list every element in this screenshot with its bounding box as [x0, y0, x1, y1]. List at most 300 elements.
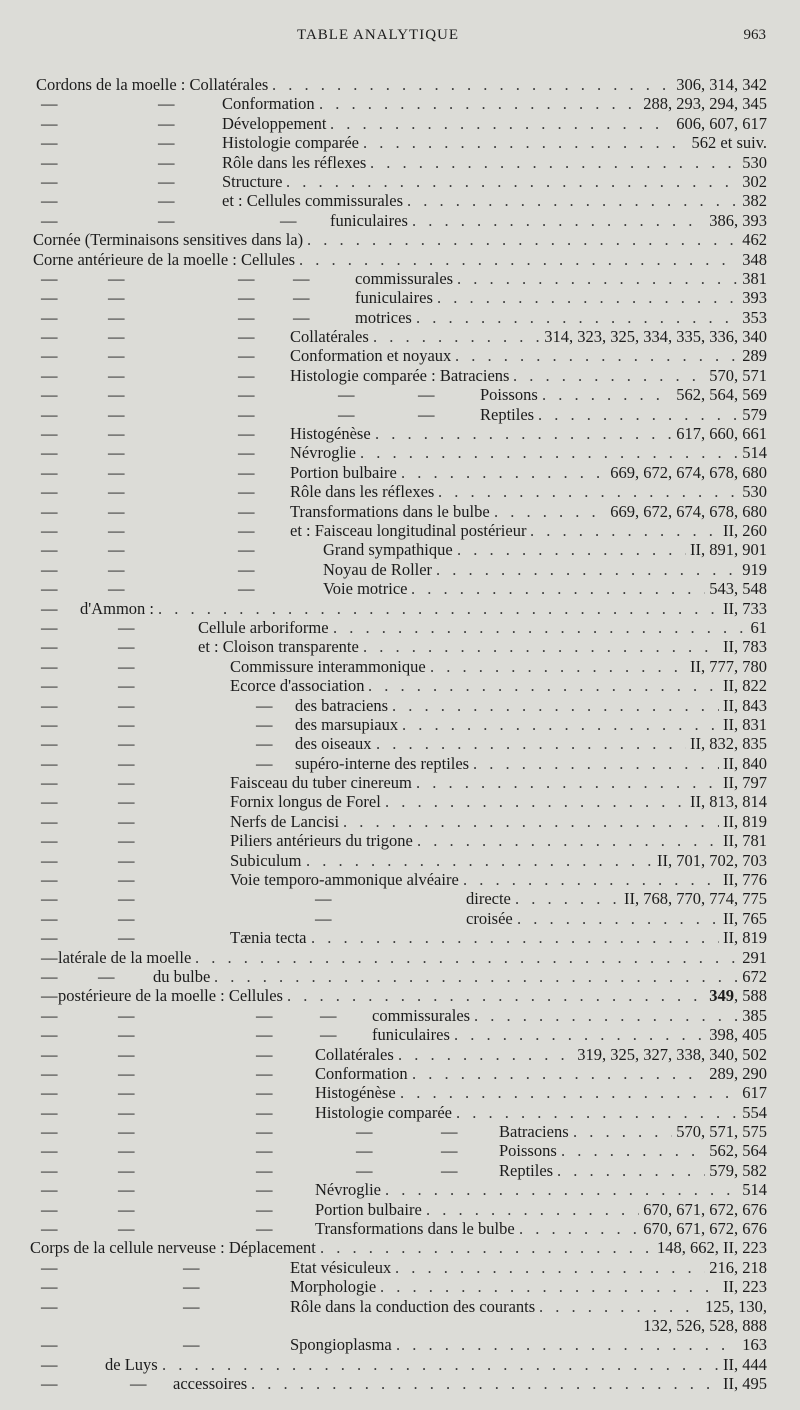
entry-label: d'Ammon :: [80, 599, 158, 618]
dot-leader: [437, 288, 767, 307]
entry-label: accessoires: [173, 1374, 251, 1393]
ditto-dash: —: [41, 385, 58, 405]
page-reference: 382: [738, 191, 767, 210]
ditto-dash: —: [41, 1257, 58, 1277]
ditto-dash: —: [41, 307, 58, 327]
dot-leader: [438, 482, 767, 501]
ditto-dash: —: [183, 1335, 200, 1355]
ditto-dash: —: [108, 540, 125, 560]
page-reference: 306, 314, 342: [672, 75, 767, 94]
dot-leader: [251, 1374, 767, 1393]
ditto-dash: —: [418, 385, 435, 405]
index-entry: [0, 696, 800, 715]
ditto-dash: —: [130, 1374, 147, 1394]
entry-label: latérale de la moelle: [58, 948, 195, 967]
page-reference: 570, 571, 575: [672, 1122, 767, 1141]
ditto-dash: —: [108, 327, 125, 347]
ditto-dash: —: [41, 753, 58, 773]
ditto-dash: —: [118, 753, 135, 773]
page-reference: 672: [738, 967, 767, 986]
dot-leader: [311, 928, 767, 947]
ditto-dash: —: [158, 133, 175, 153]
entry-label: Ecorce d'association: [230, 676, 368, 695]
page-reference: II, 832, 835: [686, 734, 767, 753]
index-entry: [0, 1025, 800, 1044]
entry-label: postérieure de la moelle : Cellules: [58, 986, 287, 1005]
page-reference: 530: [738, 153, 767, 172]
page-reference: II, 797: [719, 773, 767, 792]
ditto-dash: —: [41, 346, 58, 366]
dot-leader: [158, 599, 767, 618]
ditto-dash: —: [238, 268, 255, 288]
ditto-dash: —: [108, 424, 125, 444]
index-entry: [0, 851, 800, 870]
entry-label: des batraciens: [295, 696, 392, 715]
dot-leader: [436, 560, 767, 579]
page-reference: II, 813, 814: [686, 792, 767, 811]
ditto-dash: —: [41, 113, 58, 133]
entry-label: Etat vésiculeux: [290, 1258, 395, 1277]
entry-label: des marsupiaux: [295, 715, 402, 734]
ditto-dash: —: [315, 908, 332, 928]
index-entry: [0, 1374, 800, 1393]
page-reference: 319, 325, 327, 338, 340, 502: [573, 1045, 767, 1064]
page-reference: 216, 218: [705, 1258, 767, 1277]
index-entry: [0, 618, 800, 637]
page-reference: II, 768, 770, 774, 775: [620, 889, 767, 908]
index-entry: [0, 909, 800, 928]
entry-label: Poissons: [480, 385, 542, 404]
ditto-dash: —: [118, 1199, 135, 1219]
dot-leader: [416, 308, 767, 327]
page-reference: 670, 671, 672, 676: [639, 1200, 767, 1219]
entry-label: Reptiles: [480, 405, 538, 424]
ditto-dash: —: [293, 268, 310, 288]
entry-label: Transformations dans le bulbe: [315, 1219, 519, 1238]
ditto-dash: —: [41, 520, 58, 540]
page-reference: 570, 571: [705, 366, 767, 385]
page-reference: 289, 290: [705, 1064, 767, 1083]
page-reference: 514: [738, 1180, 767, 1199]
ditto-dash: —: [320, 1025, 337, 1045]
running-title: TABLE ANALYTIQUE: [297, 27, 460, 43]
ditto-dash: —: [356, 1141, 373, 1161]
page-reference: II, 260: [719, 521, 767, 540]
ditto-dash: —: [108, 268, 125, 288]
entry-label: Portion bulbaire: [315, 1200, 426, 1219]
dot-leader: [457, 269, 767, 288]
ditto-dash: —: [256, 1102, 273, 1122]
ditto-dash: —: [41, 559, 58, 579]
entry-label: commissurales: [355, 269, 457, 288]
ditto-dash: —: [118, 695, 135, 715]
ditto-dash: —: [108, 520, 125, 540]
page-reference: 562, 564: [705, 1141, 767, 1160]
ditto-dash: —: [118, 1141, 135, 1161]
index-entry: [0, 831, 800, 850]
page-reference: 398, 405: [705, 1025, 767, 1044]
ditto-dash: —: [41, 773, 58, 793]
page-reference: 302: [738, 172, 767, 191]
ditto-dash: —: [256, 1180, 273, 1200]
ditto-dash: —: [41, 811, 58, 831]
entry-label: Corne antérieure de la moelle : Cellules: [33, 250, 299, 269]
page-reference: II, 822: [719, 676, 767, 695]
ditto-dash: —: [238, 307, 255, 327]
index-entry: [0, 579, 800, 598]
ditto-dash: —: [256, 1044, 273, 1064]
entry-label: Spongioplasma: [290, 1335, 396, 1354]
ditto-dash: —: [41, 404, 58, 424]
ditto-dash: —: [158, 210, 175, 230]
ditto-dash: —: [256, 1005, 273, 1025]
entry-label: directe: [466, 889, 515, 908]
ditto-dash: —: [118, 676, 135, 696]
page-reference: II, 765: [719, 909, 767, 928]
ditto-dash: —: [41, 966, 58, 986]
entry-label: Conformation: [222, 94, 319, 113]
ditto-dash: —: [41, 540, 58, 560]
index-entry: [0, 327, 800, 346]
page-reference: II, 776: [719, 870, 767, 889]
ditto-dash: —: [118, 870, 135, 890]
index-entry: [0, 288, 800, 307]
entry-label: Histogénèse: [315, 1083, 400, 1102]
ditto-dash: —: [41, 1141, 58, 1161]
page-reference: 148, 662, II, 223: [653, 1238, 767, 1257]
entry-label: Piliers antérieurs du trigone: [230, 831, 417, 850]
dot-leader: [407, 191, 767, 210]
entry-label: Corps de la cellule nerveuse : Déplacement: [30, 1238, 320, 1257]
page-reference: 562 et suiv.: [688, 133, 767, 152]
dot-leader: [385, 1180, 767, 1199]
ditto-dash: —: [280, 210, 297, 230]
ditto-dash: —: [293, 288, 310, 308]
dot-leader: [402, 715, 767, 734]
ditto-dash: —: [41, 1354, 58, 1374]
ditto-dash: —: [118, 1122, 135, 1142]
ditto-dash: —: [118, 850, 135, 870]
page-reference: 393: [738, 288, 767, 307]
dot-leader: [368, 676, 767, 695]
dot-leader: [396, 1335, 767, 1354]
page-reference: 381: [738, 269, 767, 288]
entry-label: commissurales: [372, 1006, 474, 1025]
ditto-dash: —: [158, 113, 175, 133]
ditto-dash: —: [183, 1277, 200, 1297]
entry-label: Névroglie: [315, 1180, 385, 1199]
ditto-dash: —: [238, 385, 255, 405]
ditto-dash: —: [158, 191, 175, 211]
ditto-dash: —: [238, 288, 255, 308]
ditto-dash: —: [41, 462, 58, 482]
ditto-dash: —: [108, 501, 125, 521]
entry-label: et : Faisceau longitudinal postérieur: [290, 521, 530, 540]
entry-label: des oiseaux: [295, 734, 376, 753]
ditto-dash: —: [108, 365, 125, 385]
dot-leader: [380, 1277, 767, 1296]
ditto-dash: —: [118, 1044, 135, 1064]
page-reference: 617, 660, 661: [672, 424, 767, 443]
ditto-dash: —: [238, 346, 255, 366]
page-reference: 606, 607, 617: [672, 114, 767, 133]
index-entry: [0, 1238, 800, 1257]
page-reference: II, 843: [719, 696, 767, 715]
dot-leader: [214, 967, 767, 986]
index-entry: [0, 1180, 800, 1199]
index-entry: [0, 94, 800, 113]
page-reference: 669, 672, 674, 678, 680: [606, 502, 767, 521]
ditto-dash: —: [118, 1083, 135, 1103]
ditto-dash: —: [118, 1160, 135, 1180]
ditto-dash: —: [41, 327, 58, 347]
index-entry: [0, 967, 800, 986]
page-reference: 385: [738, 1006, 767, 1025]
ditto-dash: —: [41, 1083, 58, 1103]
page-reference: 669, 672, 674, 678, 680: [606, 463, 767, 482]
index-entry: [0, 443, 800, 462]
entry-label: et : Cloison transparente: [198, 637, 363, 656]
ditto-dash: —: [41, 171, 58, 191]
dot-leader: [333, 618, 767, 637]
ditto-dash: —: [256, 1122, 273, 1142]
ditto-dash: —: [158, 94, 175, 114]
index-entry: [0, 211, 800, 230]
index-entry: [0, 521, 800, 540]
page-reference: 348: [738, 250, 767, 269]
ditto-dash: —: [41, 1199, 58, 1219]
ditto-dash: —: [41, 501, 58, 521]
index-entry: [0, 928, 800, 947]
ditto-dash: —: [320, 1005, 337, 1025]
dot-leader: [456, 1103, 767, 1122]
ditto-dash: —: [418, 404, 435, 424]
ditto-dash: —: [41, 1335, 58, 1355]
index-entry: [0, 172, 800, 191]
ditto-dash: —: [158, 152, 175, 172]
page-reference: 617: [738, 1083, 767, 1102]
index-entry: [0, 133, 800, 152]
index-entry: [0, 1161, 800, 1180]
ditto-dash: —: [118, 831, 135, 851]
page-reference: 349, 588: [705, 986, 767, 1005]
ditto-dash: —: [315, 889, 332, 909]
page-header: [0, 27, 800, 49]
index-entries: [0, 75, 800, 1394]
index-entry: [0, 1219, 800, 1238]
ditto-dash: —: [183, 1257, 200, 1277]
index-entry: [0, 346, 800, 365]
ditto-dash: —: [41, 1277, 58, 1297]
ditto-dash: —: [118, 889, 135, 909]
ditto-dash: —: [256, 734, 273, 754]
entry-label: Cornée (Terminaisons sensitives dans la): [33, 230, 307, 249]
dot-leader: [455, 346, 767, 365]
ditto-dash: —: [41, 908, 58, 928]
entry-label: Nerfs de Lancisi: [230, 812, 343, 831]
ditto-dash: —: [293, 307, 310, 327]
index-entry: [0, 715, 800, 734]
dot-leader: [400, 1083, 767, 1102]
entry-label: Cordons de la moelle : Collatérales: [36, 75, 272, 94]
page-reference: 579, 582: [705, 1161, 767, 1180]
index-entry: [0, 792, 800, 811]
ditto-dash: —: [238, 520, 255, 540]
entry-label: Commissure interammonique: [230, 657, 430, 676]
entry-label: Portion bulbaire: [290, 463, 401, 482]
ditto-dash: —: [41, 617, 58, 637]
index-entry: [0, 812, 800, 831]
ditto-dash: —: [41, 365, 58, 385]
index-entry: [0, 657, 800, 676]
ditto-dash: —: [238, 482, 255, 502]
page-reference: 919: [738, 560, 767, 579]
entry-label: du bulbe: [153, 967, 214, 986]
ditto-dash: —: [41, 850, 58, 870]
page-reference: II, 781: [719, 831, 767, 850]
dot-leader: [474, 1006, 767, 1025]
page-reference: II, 495: [719, 1374, 767, 1393]
ditto-dash: —: [41, 928, 58, 948]
ditto-dash: —: [118, 714, 135, 734]
entry-label: Rôle dans la conduction des courants: [290, 1297, 539, 1316]
entry-label: Structure: [222, 172, 286, 191]
ditto-dash: —: [41, 191, 58, 211]
ditto-dash: —: [41, 947, 58, 967]
ditto-dash: —: [108, 307, 125, 327]
ditto-dash: —: [238, 462, 255, 482]
ditto-dash: —: [238, 365, 255, 385]
ditto-dash: —: [41, 268, 58, 288]
ditto-dash: —: [118, 1102, 135, 1122]
ditto-dash: —: [118, 1005, 135, 1025]
ditto-dash: —: [238, 540, 255, 560]
ditto-dash: —: [41, 598, 58, 618]
index-entry: [0, 308, 800, 327]
ditto-dash: —: [118, 1180, 135, 1200]
index-entry: [0, 599, 800, 618]
index-entry: [0, 366, 800, 385]
ditto-dash: —: [441, 1160, 458, 1180]
page-reference: 61: [747, 618, 768, 637]
ditto-dash: —: [238, 579, 255, 599]
page-reference: II, 733: [719, 599, 767, 618]
entry-label: et : Cellules commissurales: [222, 191, 407, 210]
ditto-dash: —: [41, 288, 58, 308]
ditto-dash: —: [118, 928, 135, 948]
ditto-dash: —: [41, 1219, 58, 1239]
entry-label: Cellule arboriforme: [198, 618, 333, 637]
dot-leader: [162, 1355, 767, 1374]
entry-label: Développement: [222, 114, 330, 133]
ditto-dash: —: [338, 385, 355, 405]
entry-label: Subiculum: [230, 851, 306, 870]
ditto-dash: —: [118, 637, 135, 657]
index-entry: [0, 1335, 800, 1354]
index-entry: [0, 1083, 800, 1102]
page-reference: 353: [738, 308, 767, 327]
dot-leader: [343, 812, 767, 831]
ditto-dash: —: [256, 695, 273, 715]
entry-label: Conformation et noyaux: [290, 346, 455, 365]
page-reference: II, 891, 901: [686, 540, 767, 559]
ditto-dash: —: [41, 695, 58, 715]
dot-leader: [538, 405, 767, 424]
ditto-dash: —: [256, 1219, 273, 1239]
page-reference: II, 819: [719, 928, 767, 947]
index-entry: [0, 1141, 800, 1160]
ditto-dash: —: [108, 404, 125, 424]
entry-label: Batraciens: [499, 1122, 573, 1141]
ditto-dash: —: [41, 210, 58, 230]
entry-label: Voie motrice: [323, 579, 411, 598]
page-reference: 530: [738, 482, 767, 501]
entry-label: funiculaires: [330, 211, 412, 230]
index-entry: [0, 385, 800, 404]
index-entry: [0, 1297, 800, 1316]
ditto-dash: —: [41, 792, 58, 812]
index-entry: [0, 734, 800, 753]
ditto-dash: —: [41, 734, 58, 754]
entry-label: Morphologie: [290, 1277, 380, 1296]
ditto-dash: —: [118, 656, 135, 676]
ditto-dash: —: [41, 676, 58, 696]
index-entry: [0, 870, 800, 889]
ditto-dash: —: [41, 152, 58, 172]
ditto-dash: —: [238, 424, 255, 444]
index-entry: [0, 1258, 800, 1277]
ditto-dash: —: [118, 617, 135, 637]
dot-leader: [370, 153, 767, 172]
ditto-dash: —: [118, 1063, 135, 1083]
index-entry: [0, 540, 800, 559]
ditto-dash: —: [41, 1374, 58, 1394]
ditto-dash: —: [108, 346, 125, 366]
ditto-dash: —: [108, 288, 125, 308]
page-reference: 386, 393: [705, 211, 767, 230]
entry-label: Histologie comparée: [222, 133, 363, 152]
dot-leader: [392, 696, 767, 715]
ditto-dash: —: [41, 889, 58, 909]
page-reference: II, 819: [719, 812, 767, 831]
entry-label: Poissons: [499, 1141, 561, 1160]
ditto-dash: —: [356, 1160, 373, 1180]
dot-leader: [360, 443, 767, 462]
ditto-dash: —: [41, 1063, 58, 1083]
index-entry: [0, 1006, 800, 1025]
ditto-dash: —: [41, 1160, 58, 1180]
ditto-dash: —: [41, 133, 58, 153]
ditto-dash: —: [41, 986, 58, 1006]
ditto-dash: —: [41, 656, 58, 676]
entry-label: Rôle dans les réflexes: [222, 153, 370, 172]
index-entry: [0, 889, 800, 908]
ditto-dash: —: [256, 1025, 273, 1045]
ditto-dash: —: [238, 327, 255, 347]
page-reference: 125, 130,: [701, 1297, 767, 1316]
index-entry: [0, 1316, 800, 1335]
entry-label: funiculaires: [372, 1025, 454, 1044]
entry-label: motrices: [355, 308, 416, 327]
ditto-dash: —: [41, 1044, 58, 1064]
index-entry: [0, 1064, 800, 1083]
page-reference: II, 701, 702, 703: [653, 851, 767, 870]
ditto-dash: —: [256, 1141, 273, 1161]
entry-label: Reptiles: [499, 1161, 557, 1180]
page-reference: 514: [738, 443, 767, 462]
entry-label: de Luys: [105, 1355, 162, 1374]
entry-label: Tænia tecta: [230, 928, 311, 947]
